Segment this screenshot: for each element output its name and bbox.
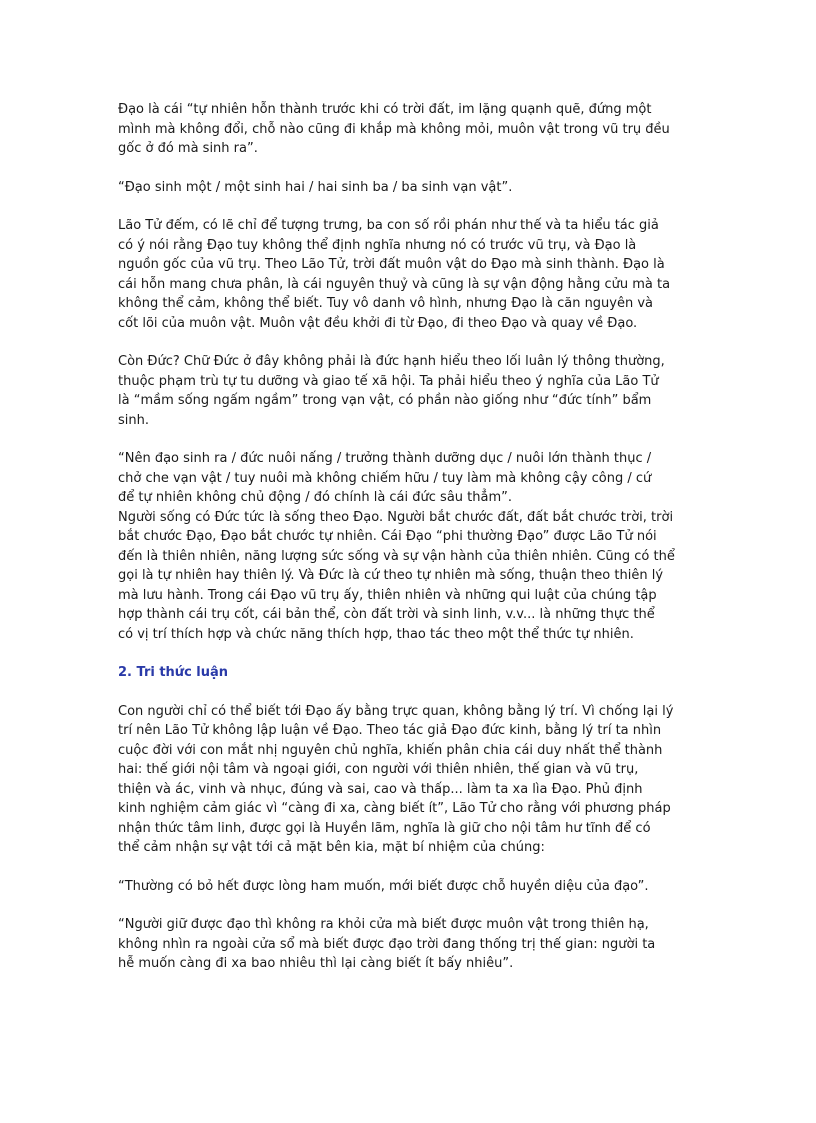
document-page bbox=[118, 100, 700, 974]
quote-nguoi-giu-duoc-dao: “Người giữ được đạo thì không ra khỏi cửa mà biết được muôn vật trong thiên hạ, không nhìn ra ngoài cửa sổ mà biết được đạo trời đang thống trị thế gian: người ta hễ muốn càng đi xa bao nhiêu thì lại càng biết ít bấy nhiêu”. bbox=[118, 917, 656, 971]
quote-dao-sinh-mot: “Đạo sinh một / một sinh hai / hai sinh ba / ba sinh vạn vật”. bbox=[118, 179, 513, 195]
section-heading-tri-thuc-luan: 2. Tri thức luận bbox=[118, 665, 229, 680]
paragraph-nguoi-song-co-duc: Người sống có Đức tức là sống theo Đạo. Người bắt chước đất, đất bắt chước trời, trời bắt chước Đạo, Đạo bắt chước tự nhiên. Cái Đạo “phi thường Đạo” được Lão Tử nói đến là thiên nhiên, năng lượng sức sống và sự vận hành của thiên nhiên. Cũng có thể gọi là tự nhiên hay thiên lý. Và Đức là cứ theo tự nhiên mà sống, thuận theo thiên lý mà lưu hành. Trong cái Đạo vũ trụ ấy, thiên nhiên và những qui luật của chúng tập hợp thành cái trụ cốt, cái bản thể, còn đất trời và sinh linh, v.v... là những thực thể có vị trí thích hợp và chức năng thích hợp, thao tác theo một thể thức tự nhiên. bbox=[118, 509, 675, 642]
paragraph-con-nguoi: Con người chỉ có thể biết tới Đạo ấy bằng trực quan, không bằng lý trí. Vì chống lại lý trí nên Lão Tử không lập luận về Đạo. Theo tác giả Đạo đức kinh, bằng lý trí ta nhìn cuộc đời với con mắt nhị nguyên chủ nghĩa, khiến phân chia cái duy nhất thể thành hai: thế giới nội tâm và ngoại giới, con người với thiên nhiên, thế gian và vũ trụ, thiện và ác, vinh và nhục, đúng và sai, cao và thấp... làm ta xa lìa Đạo. Phủ định kinh nghiệm cảm giác vì “càng đi xa, càng biết ít”, Lão Tử cho rằng với phương pháp nhận thức tâm linh, được gọi là Huyền lãm, nghĩa là giữ cho nội tâm hư tĩnh để có thể cảm nhận sự vật tới cả mặt bên kia, mặt bí nhiệm của chúng: bbox=[118, 703, 674, 855]
quote-thuong-co-bo-het: “Thường có bỏ hết được lòng ham muốn, mới biết được chỗ huyền diệu của đạo”. bbox=[118, 878, 649, 894]
quote-dao-sinh-ra: “Nên đạo sinh ra / đức nuôi nấng / trưởng thành dưỡng dục / nuôi lớn thành thục / chở che vạn vật / tuy nuôi mà không chiếm hữu / tuy làm mà không cậy công / cứ để tự nhiên không chủ động / đó chính là cái đức sâu thẳm”. bbox=[118, 451, 652, 505]
paragraph-lao-tu-dem: Lão Tử đếm, có lẽ chỉ để tượng trưng, ba con số rồi phán như thế và ta hiểu tác giả có ý nói rằng Đạo tuy không thể định nghĩa nhưng nó có trước vũ trụ, và Đạo là nguồn gốc của vũ trụ. Theo Lão Tử, trời đất muôn vật do Đạo mà sinh thành. Đạo là cái hỗn mang chưa phân, là cái nguyên thuỷ và cũng là sự vận động hằng cửu mà ta không thể cảm, không thể biết. Tuy vô danh vô hình, nhưng Đạo là căn nguyên và cốt lõi của muôn vật. Muôn vật đều khởi đi từ Đạo, đi theo Đạo và quay về Đạo. bbox=[118, 218, 671, 331]
paragraph-con-duc: Còn Đức? Chữ Đức ở đây không phải là đức hạnh hiểu theo lối luân lý thông thường, thuộc phạm trù tự tu dưỡng và giao tế xã hội. Ta phải hiểu theo ý nghĩa của Lão Tử là “mầm sống ngấm ngầm” trong vạn vật, có phần nào giống như “đức tính” bẩm sinh. bbox=[118, 354, 665, 428]
paragraph-dao-definition: Đạo là cái “tự nhiên hỗn thành trước khi có trời đất, im lặng quạnh quẽ, đứng một mình mà không đổi, chỗ nào cũng đi khắp mà không mỏi, muôn vật trong vũ trụ đều gốc ở đó mà sinh ra”. bbox=[118, 102, 670, 156]
